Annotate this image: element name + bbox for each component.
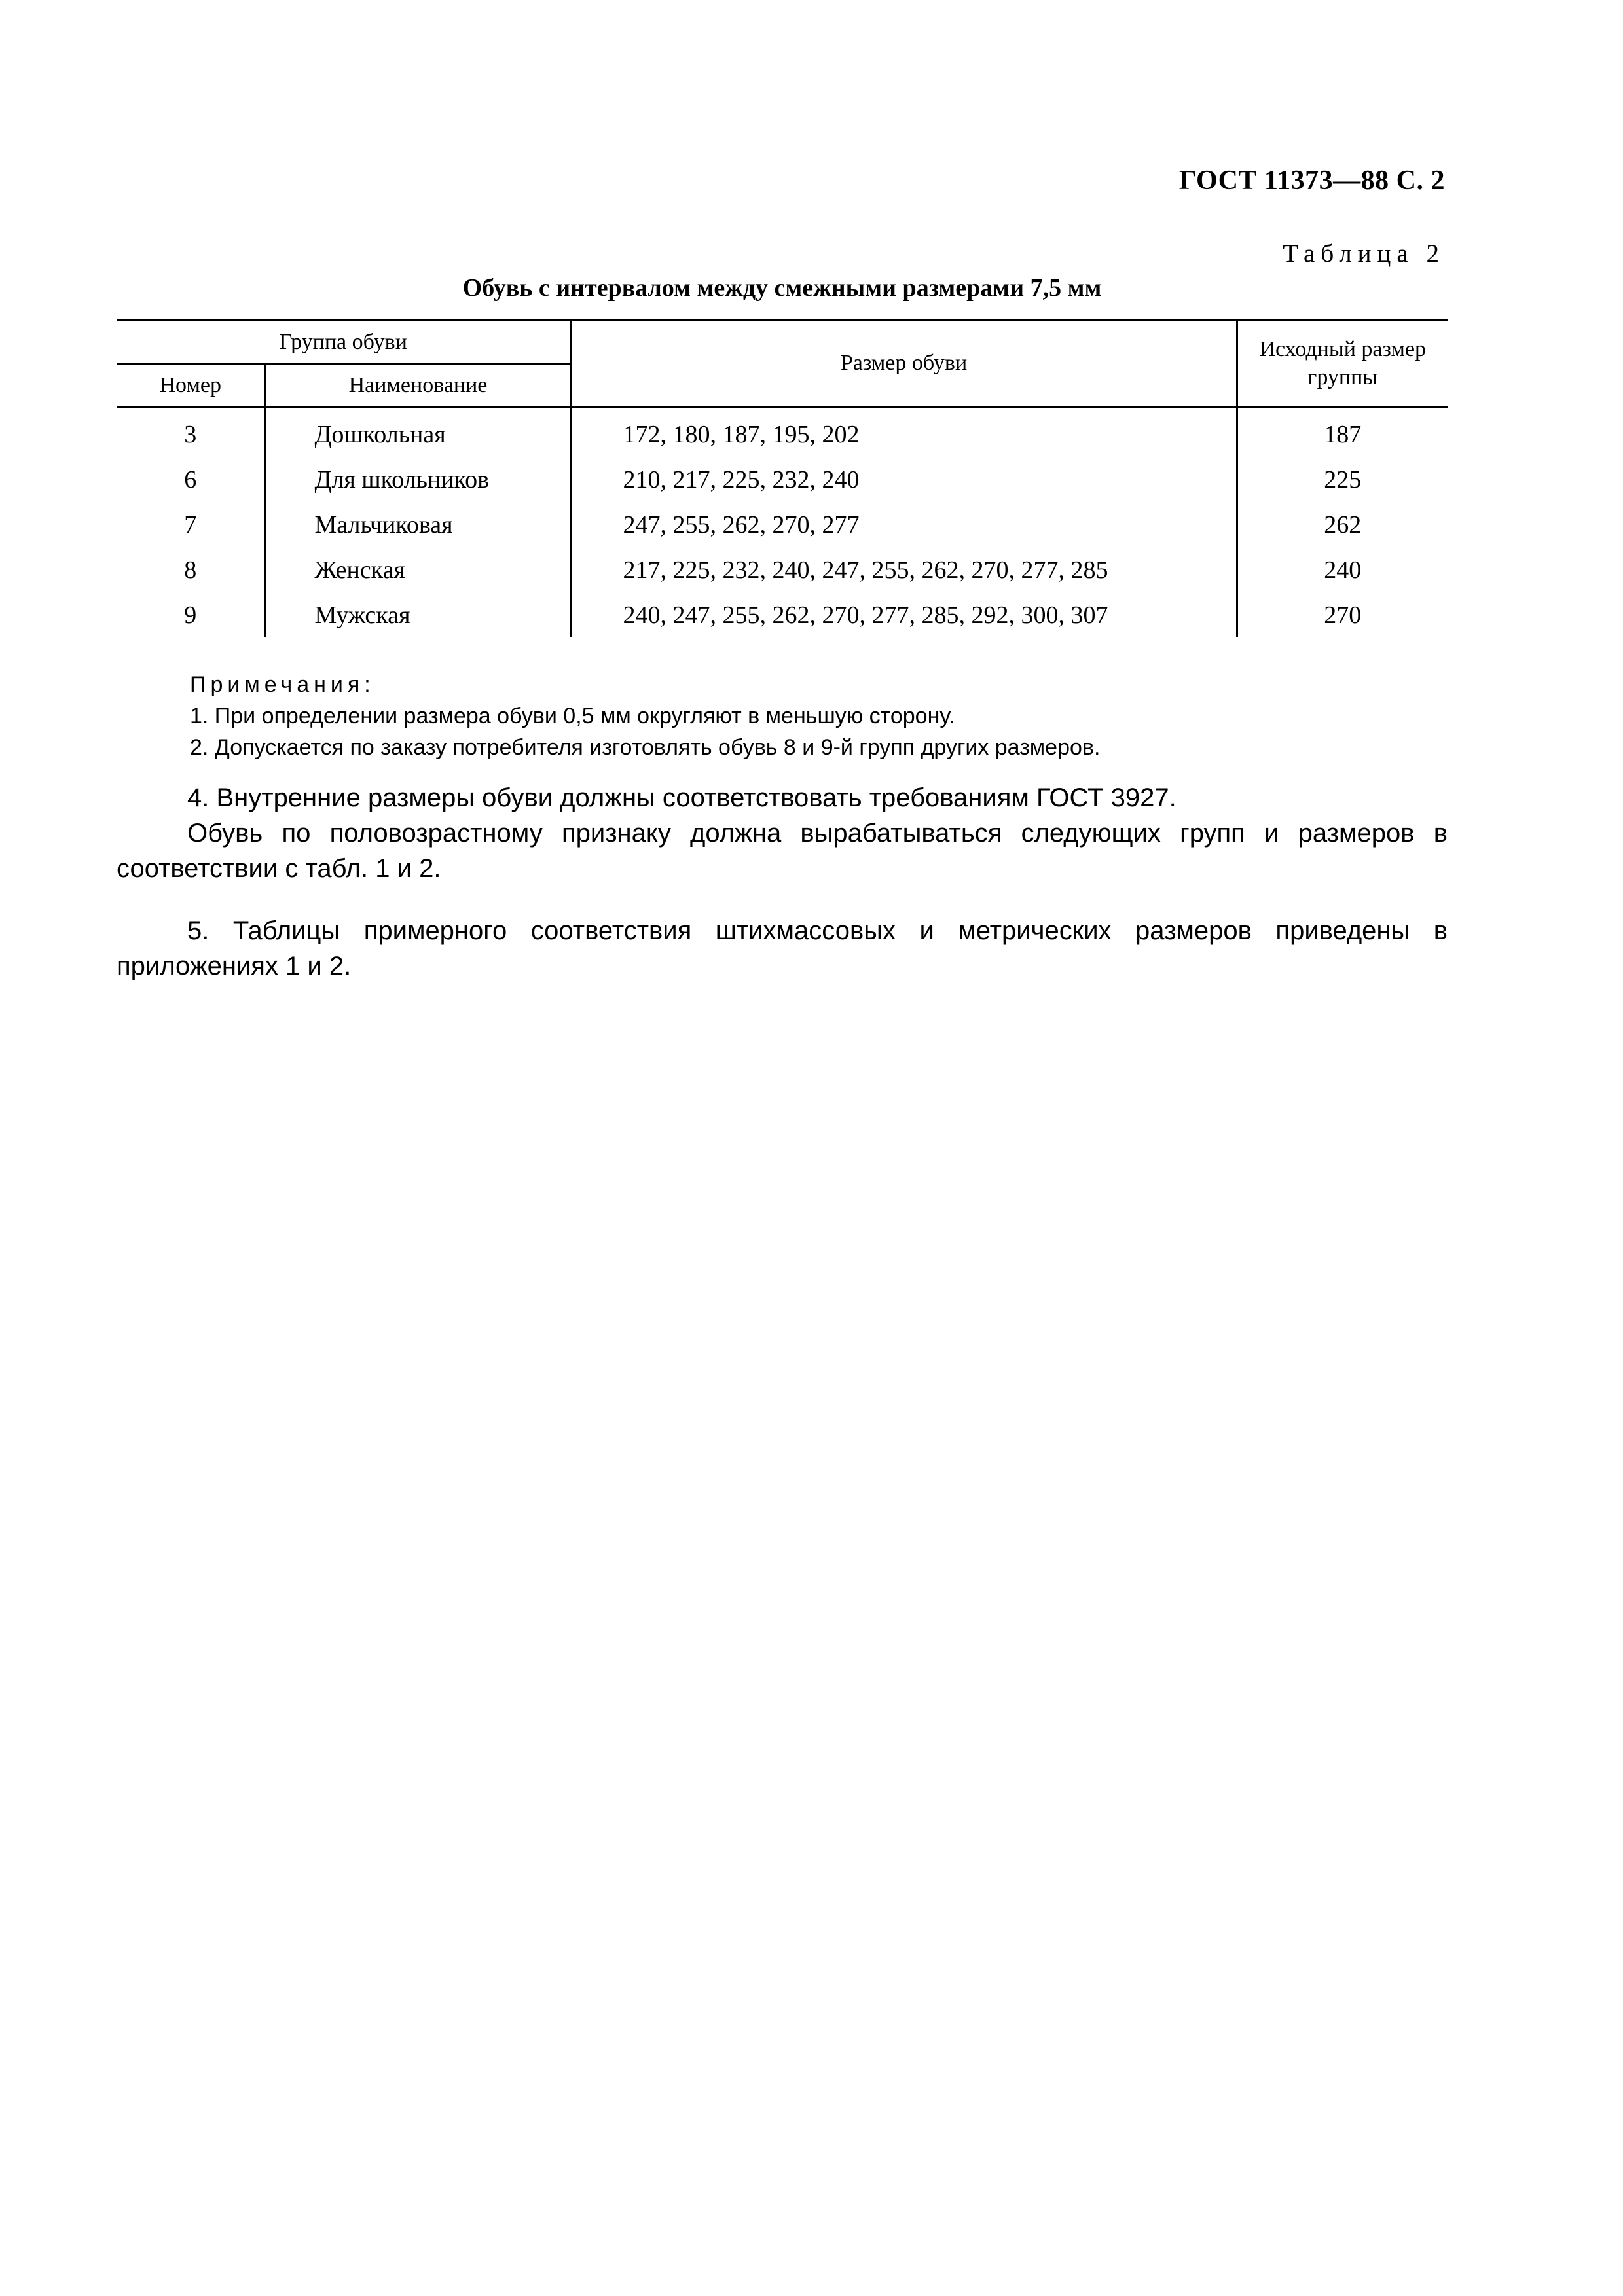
table-row (117, 547, 1448, 592)
cell-number: 8 (117, 547, 265, 592)
header-group: Группа обуви (117, 321, 571, 365)
paragraph-4: 4. Внутренние размеры обуви должны соответствовать требованиям ГОСТ 3927. (187, 783, 1176, 812)
document-reference: ГОСТ 11373—88 С. 2 (1178, 166, 1445, 196)
note-item: 2. Допускается по заказу потребителя изготовлять обувь 8 и 9-й групп других размеров. (190, 735, 1101, 760)
header-size: Размер обуви (571, 321, 1237, 407)
table-row (117, 407, 1448, 457)
cell-base: 240 (1324, 556, 1362, 584)
cell-sizes: 240, 247, 255, 262, 270, 277, 285, 292, 300, 307 (571, 592, 1237, 637)
cell-number: 6 (117, 457, 265, 502)
cell-sizes: 172, 180, 187, 195, 202 (571, 407, 1237, 457)
header-base-size: Исходный размер группы (1237, 321, 1448, 407)
table-number-label: Таблица 2 (1283, 240, 1445, 268)
header-name: Наименование (265, 365, 571, 407)
cell-base: 225 (1324, 465, 1362, 493)
paragraph-5: 5. Таблицы примерного соответствия штихмассовых и метрических размеров приведены в приложениях 1 и 2. (117, 916, 1448, 980)
cell-sizes: 210, 217, 225, 232, 240 (571, 457, 1237, 502)
cell-name: Мужская (265, 592, 571, 637)
paragraph-4-continuation: Обувь по половозрастному признаку должна вырабатываться следующих групп и размеров в соответствии с табл. 1 и 2. (117, 819, 1448, 883)
cell-sizes: 217, 225, 232, 240, 247, 255, 262, 270, 277, 285 (571, 547, 1237, 592)
table-row (117, 457, 1448, 502)
cell-base: 187 (1324, 420, 1362, 448)
cell-number: 3 (117, 407, 265, 457)
shoe-size-table (117, 319, 1448, 637)
note-item: 1. При определении размера обуви 0,5 мм округляют в меньшую сторону. (190, 704, 955, 728)
header-number: Номер (117, 365, 265, 407)
table-notes (190, 669, 1453, 763)
cell-name: Дошкольная (265, 407, 571, 457)
table-row (117, 592, 1448, 637)
cell-name: Женская (265, 547, 571, 592)
notes-title: Примечания: (190, 672, 375, 697)
table-row (117, 502, 1448, 547)
cell-base: 270 (1324, 601, 1362, 629)
cell-number: 9 (117, 592, 265, 637)
cell-sizes: 247, 255, 262, 270, 277 (571, 502, 1237, 547)
table-caption: Обувь с интервалом между смежными размерами 7,5 мм (462, 274, 1102, 302)
cell-number: 7 (117, 502, 265, 547)
cell-name: Для школьников (265, 457, 571, 502)
cell-name: Мальчиковая (265, 502, 571, 547)
cell-base: 262 (1324, 511, 1362, 539)
